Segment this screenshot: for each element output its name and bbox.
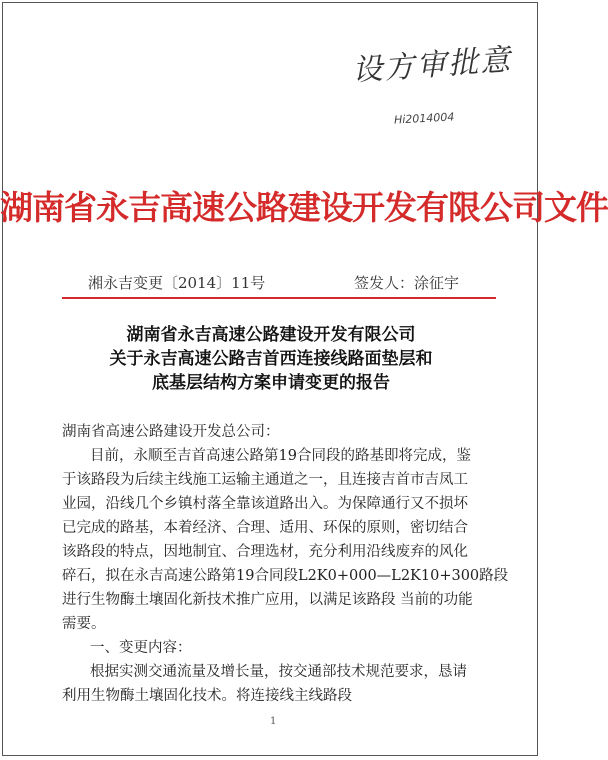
report-title-line-3: 底基层结构方案申请变更的报告 [152,373,390,393]
handwritten-approval-note: 设方审批意 [351,42,514,89]
body-line: 需要。 [62,616,106,632]
body-line: 于该路段为后续主线施工运输主通道之一，且连接吉首市吉凤工 [62,472,468,488]
handwritten-file-code: Hi2014004 [393,110,455,127]
body-line: 目前，永顺至吉首高速公路第19合同段的路基即将完成，鉴 [90,448,471,464]
body-line: 已完成的路基，本着经济、合理、适用、环保的原则，密切结合 [62,520,468,536]
organization-header: 湖南省永吉高速公路建设开发有限公司文件 [0,188,608,227]
body-line: 利用生物酶土壤固化技术。将连接线主线路段 [62,688,352,704]
body-line: 根据实测交通流量及增长量，按交通部技术规范要求，恳请 [90,664,467,680]
body-line: 进行生物酶土壤固化新技术推广应用，以满足该路段 当前的功能 [62,592,473,608]
section-heading: 一、变更内容： [90,640,192,656]
report-title-line-1: 湖南省永吉高速公路建设开发有限公司 [126,325,416,345]
body-line: 该路段的特点，因地制宜、合理选材，充分利用沿线废弃的风化 [62,544,468,560]
body-line: 碎石，拟在永吉高速公路第19合同段L2K0+000—L2K10+300路段 [62,568,509,584]
page-mark: 1 [270,716,277,727]
addressee: 湖南省高速公路建设开发总公司： [62,424,280,440]
body-line: 业园，沿线几个乡镇村落全靠该道路出入。为保障通行又不损坏 [62,496,468,512]
report-title-line-2: 关于永吉高速公路吉首西连接线路面垫层和 [109,349,433,369]
issuer-signature: 签发人：涂征宇 [354,274,460,292]
header-divider [62,297,496,299]
document-number: 湘永吉变更〔2014〕11号 [88,274,266,292]
